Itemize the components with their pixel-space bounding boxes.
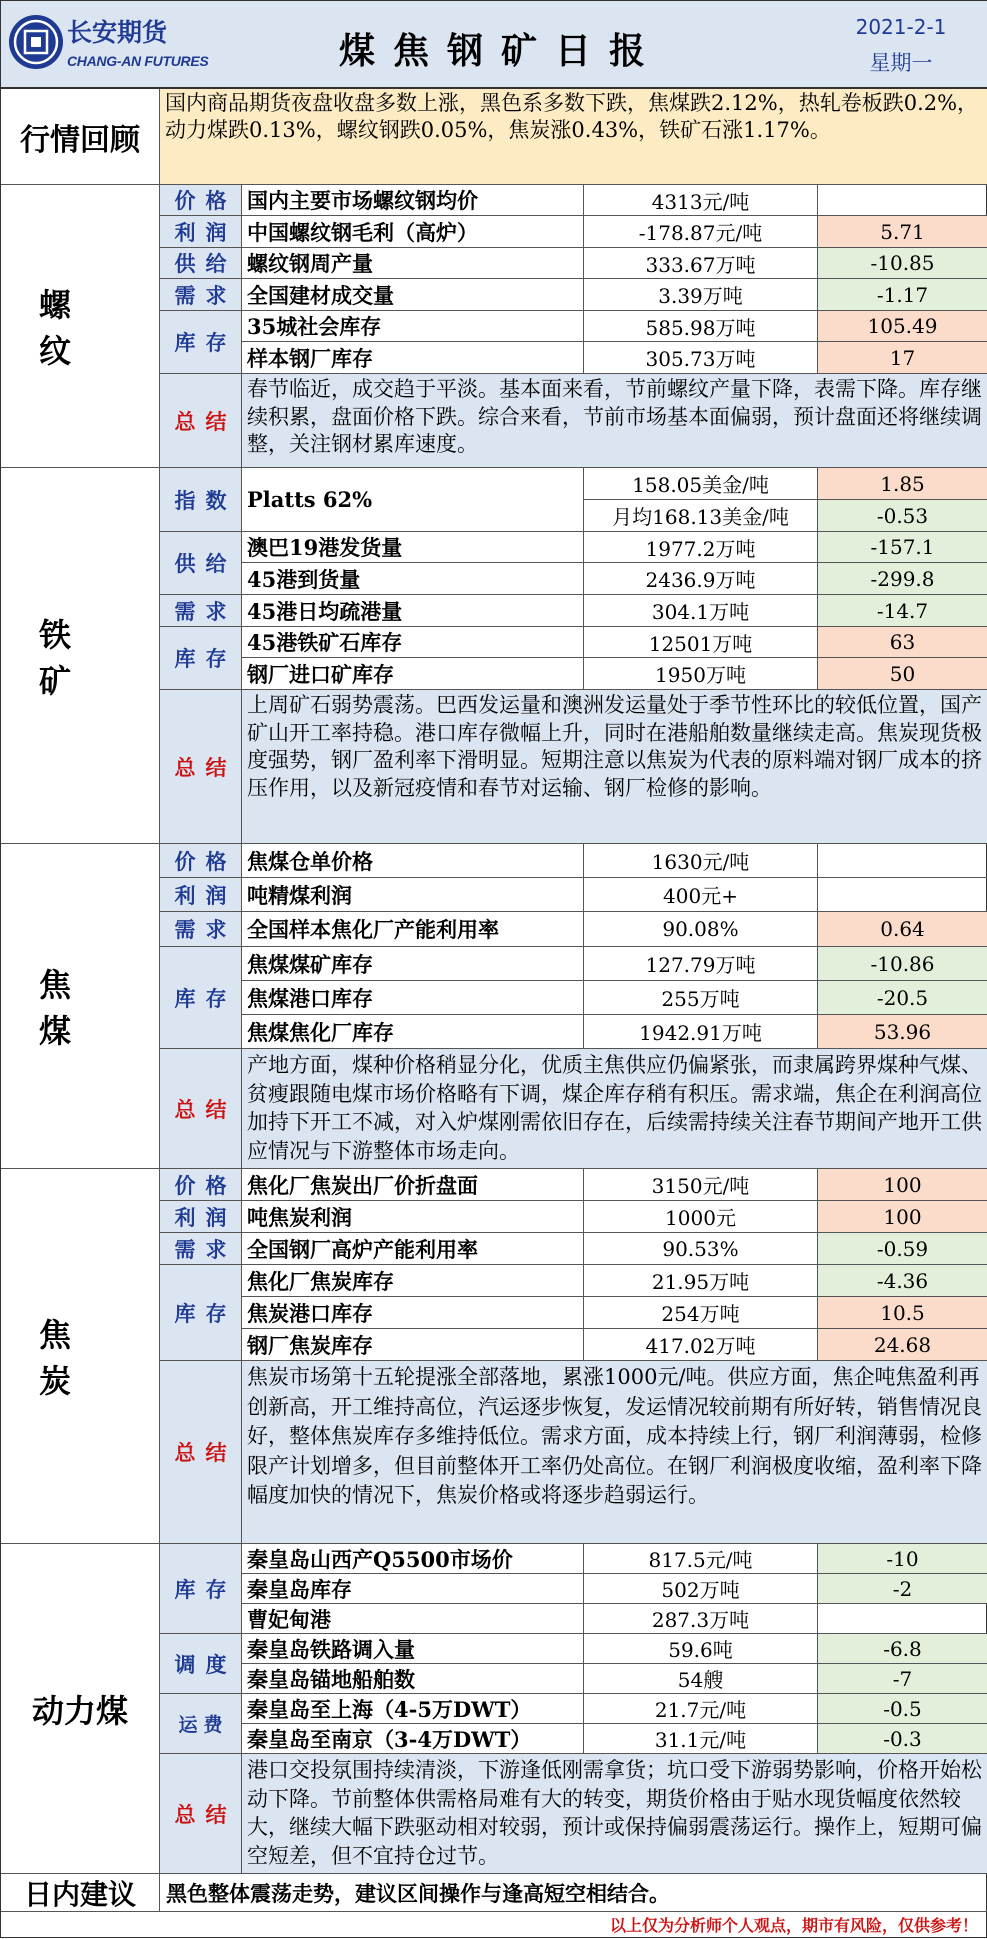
indicator-value: 585.98万吨 [584,311,818,342]
indicator-value: 月均168.13美金/吨 [584,500,818,532]
indicator-name: Platts 62% [242,468,584,532]
indicator-change [818,844,987,878]
indicator-value: 3.39万吨 [584,279,818,311]
indicator-name: 中国螺纹钢毛利（高炉） [242,216,584,248]
section-label-review: 行情回顾 [1,89,160,185]
indicator-value: 255万吨 [584,981,818,1015]
indicator-name: 焦煤煤矿库存 [242,947,584,981]
indicator-name: 全国建材成交量 [242,279,584,311]
indicator-name: 焦煤港口库存 [242,981,584,1015]
indicator-value: 333.67万吨 [584,248,818,279]
sub-label-summary: 总结 [160,1754,242,1874]
indicator-name: 秦皇岛铁路调入量 [242,1634,584,1664]
indicator-value: 12501万吨 [584,627,818,658]
indicator-name: 钢厂进口矿库存 [242,658,584,690]
indicator-value: 1630元/吨 [584,844,818,878]
indicator-change: -10.85 [818,248,987,279]
sub-label-inventory: 库存 [160,947,242,1049]
indicator-name: 45港铁矿石库存 [242,627,584,658]
section-label-thermal-coal: 动力煤 [1,1544,160,1874]
indicator-value: -178.87元/吨 [584,216,818,248]
indicator-value: 31.1元/吨 [584,1724,818,1754]
indicator-change: 17 [818,342,987,374]
indicator-value: 2436.9万吨 [584,563,818,595]
indicator-value: 400元+ [584,878,818,912]
summary-text: 春节临近，成交趋于平淡。基本面来看，节前螺纹产量下降，表需下降。库存继续积累，盘面价格下跌。综合来看，节前市场基本面偏弱，预计盘面还将继续调整，关注钢材累库速度。 [242,374,987,468]
indicator-name: 焦化厂焦炭库存 [242,1265,584,1297]
indicator-name: 吨精煤利润 [242,878,584,912]
sub-label-profit: 利润 [160,878,242,912]
indicator-name: 秦皇岛至南京（3-4万DWT） [242,1724,584,1754]
indicator-value: 1977.2万吨 [584,532,818,563]
indicator-name: 钢厂焦炭库存 [242,1329,584,1361]
indicator-change: -6.8 [818,1634,987,1664]
indicator-value: 21.95万吨 [584,1265,818,1297]
indicator-change: 63 [818,627,987,658]
report-title: 煤焦钢矿日报 [338,31,663,72]
sub-label-profit: 利润 [160,1201,242,1233]
sub-label-summary: 总结 [160,1361,242,1544]
section-label-coking-coal: 焦煤 [1,844,160,1169]
indicator-change: 50 [818,658,987,690]
indicator-value: 304.1万吨 [584,595,818,627]
indicator-name: 吨焦炭利润 [242,1201,584,1233]
indicator-change: -7 [818,1664,987,1694]
indicator-name: 45港日均疏港量 [242,595,584,627]
indicator-name: 国内主要市场螺纹钢均价 [242,185,584,216]
indicator-name: 焦煤仓单价格 [242,844,584,878]
indicator-change: -0.53 [818,500,987,532]
sub-label-inventory: 库存 [160,1544,242,1634]
indicator-name: 焦炭港口库存 [242,1297,584,1329]
indicator-change: 5.71 [818,216,987,248]
indicator-name: 秦皇岛至上海（4-5万DWT） [242,1694,584,1724]
sub-label-demand: 需求 [160,595,242,627]
indicator-name: 样本钢厂库存 [242,342,584,374]
report-weekday: 星期一 [869,51,933,75]
indicator-change: -2 [818,1574,987,1604]
indicator-value: 59.6吨 [584,1634,818,1664]
report-date: 2021-2-1 [855,15,947,39]
indicator-value: 417.02万吨 [584,1329,818,1361]
indicator-value: 4313元/吨 [584,185,818,216]
indicator-value: 254万吨 [584,1297,818,1329]
indicator-value: 90.53% [584,1233,818,1265]
indicator-value: 305.73万吨 [584,342,818,374]
indicator-value: 287.3万吨 [584,1604,818,1634]
summary-text: 港口交投氛围持续清淡，下游逢低刚需拿货；坑口受下游弱势影响，价格开始松动下降。节前整体供需格局难有大的转变，期货价格由于贴水现货幅度依然较大，继续大幅下跌驱动相对较弱，预计或保持偏弱震荡运行。操作上，短期可偏空短差，但不宜持仓过节。 [242,1754,987,1874]
indicator-change: -299.8 [818,563,987,595]
indicator-value: 502万吨 [584,1574,818,1604]
indicator-value: 1942.91万吨 [584,1015,818,1049]
indicator-value: 127.79万吨 [584,947,818,981]
section-label-iron-ore: 铁矿 [1,468,160,844]
sub-label-summary: 总结 [160,374,242,468]
sub-label-demand: 需求 [160,279,242,311]
sub-label-index: 指数 [160,468,242,532]
indicator-name: 澳巴19港发货量 [242,532,584,563]
indicator-change: 1.85 [818,468,987,500]
sub-label-freight: 运费 [160,1694,242,1754]
indicator-name: 螺纹钢周产量 [242,248,584,279]
indicator-change: -1.17 [818,279,987,311]
sub-label-summary: 总结 [160,690,242,844]
sub-label-demand: 需求 [160,912,242,947]
indicator-change: -20.5 [818,981,987,1015]
indicator-value: 817.5元/吨 [584,1544,818,1574]
indicator-change [818,185,987,216]
indicator-change: 53.96 [818,1015,987,1049]
indicator-name: 35城社会库存 [242,311,584,342]
market-review-text: 国内商品期货夜盘收盘多数上涨，黑色系多数下跌，焦煤跌2.12%，热轧卷板跌0.2%，动力煤跌0.13%，螺纹钢跌0.05%，焦炭涨0.43%，铁矿石涨1.17%。 [160,89,987,185]
indicator-change [818,1604,987,1634]
indicator-change: -4.36 [818,1265,987,1297]
sub-label-inventory: 库存 [160,627,242,690]
indicator-name: 秦皇岛山西产Q5500市场价 [242,1544,584,1574]
indicator-value: 158.05美金/吨 [584,468,818,500]
indicator-change: -14.7 [818,595,987,627]
indicator-name: 秦皇岛锚地船舶数 [242,1664,584,1694]
intraday-advice-text: 黑色整体震荡走势，建议区间操作与逢高短空相结合。 [160,1874,987,1912]
indicator-name: 曹妃甸港 [242,1604,584,1634]
sub-label-dispatch: 调度 [160,1634,242,1694]
indicator-value: 90.08% [584,912,818,947]
indicator-value: 1950万吨 [584,658,818,690]
indicator-change: 0.64 [818,912,987,947]
sub-label-price: 价格 [160,185,242,216]
indicator-change: -10.86 [818,947,987,981]
indicator-change: 10.5 [818,1297,987,1329]
indicator-name: 全国钢厂高炉产能利用率 [242,1233,584,1265]
indicator-change: 24.68 [818,1329,987,1361]
summary-text: 焦炭市场第十五轮提涨全部落地，累涨1000元/吨。供应方面，焦企吨焦盈利再创新高，开工维持高位，汽运逐步恢复，发运情况较前期有所好转，销售情况良好，整体焦炭库存多维持低位。需求方面，成本持续上行，钢厂利润薄弱，检修限产计划增多，但目前整体开工率仍处高位。在钢厂利润极度收缩，盈利率下降幅度加快的情况下，焦炭价格或将逐步趋弱运行。 [242,1361,987,1544]
sub-label-profit: 利润 [160,216,242,248]
indicator-change: -10 [818,1544,987,1574]
indicator-change: 100 [818,1169,987,1201]
indicator-value: 3150元/吨 [584,1169,818,1201]
sub-label-summary: 总结 [160,1049,242,1169]
indicator-change [818,878,987,912]
indicator-value: 21.7元/吨 [584,1694,818,1724]
sub-label-demand: 需求 [160,1233,242,1265]
sub-label-supply: 供给 [160,532,242,595]
indicator-value: 54艘 [584,1664,818,1694]
indicator-name: 焦化厂焦炭出厂价折盘面 [242,1169,584,1201]
indicator-change: 105.49 [818,311,987,342]
indicator-value: 1000元 [584,1201,818,1233]
indicator-name: 全国样本焦化厂产能利用率 [242,912,584,947]
indicator-change: -0.3 [818,1724,987,1754]
indicator-name: 焦煤焦化厂库存 [242,1015,584,1049]
sub-label-price: 价格 [160,844,242,878]
summary-text: 上周矿石弱势震荡。巴西发运量和澳洲发运量处于季节性环比的较低位置，国产矿山开工率持稳。港口库存微幅上升，同时在港船舶数量继续走高。焦炭现货极度强势，钢厂盈利率下滑明显。短期注意以焦炭为代表的原料端对钢厂成本的挤压作用，以及新冠疫情和春节对运输、钢厂检修的影响。 [242,690,987,844]
indicator-change: -157.1 [818,532,987,563]
indicator-change: -0.59 [818,1233,987,1265]
summary-text: 产地方面，煤种价格稍显分化，优质主焦供应仍偏紧张，而隶属跨界煤种气煤、贫瘦跟随电煤市场价格略有下调，煤企库存稍有积压。需求端，焦企在利润高位加持下开工不减，对入炉煤刚需依旧存在，后续需持续关注春节期间产地开工供应情况与下游整体市场走向。 [242,1049,987,1169]
disclaimer-footer: 以上仅为分析师个人观点，期市有风险，仅供参考！ [609,1916,978,1935]
indicator-change: 100 [818,1201,987,1233]
section-label-advice: 日内建议 [1,1874,160,1912]
sub-label-inventory: 库存 [160,1265,242,1361]
sub-label-price: 价格 [160,1169,242,1201]
sub-label-supply: 供给 [160,248,242,279]
indicator-change: -0.5 [818,1694,987,1724]
sub-label-inventory: 库存 [160,311,242,374]
indicator-name: 秦皇岛库存 [242,1574,584,1604]
report-header [1,1,987,89]
section-label-rebar: 螺纹 [1,185,160,468]
company-name-cn: 长安期货 [67,18,168,47]
chang-an-logo-icon [7,13,65,71]
company-name-en: CHANG-AN FUTURES [67,53,209,69]
indicator-name: 45港到货量 [242,563,584,595]
section-label-coke: 焦炭 [1,1169,160,1544]
